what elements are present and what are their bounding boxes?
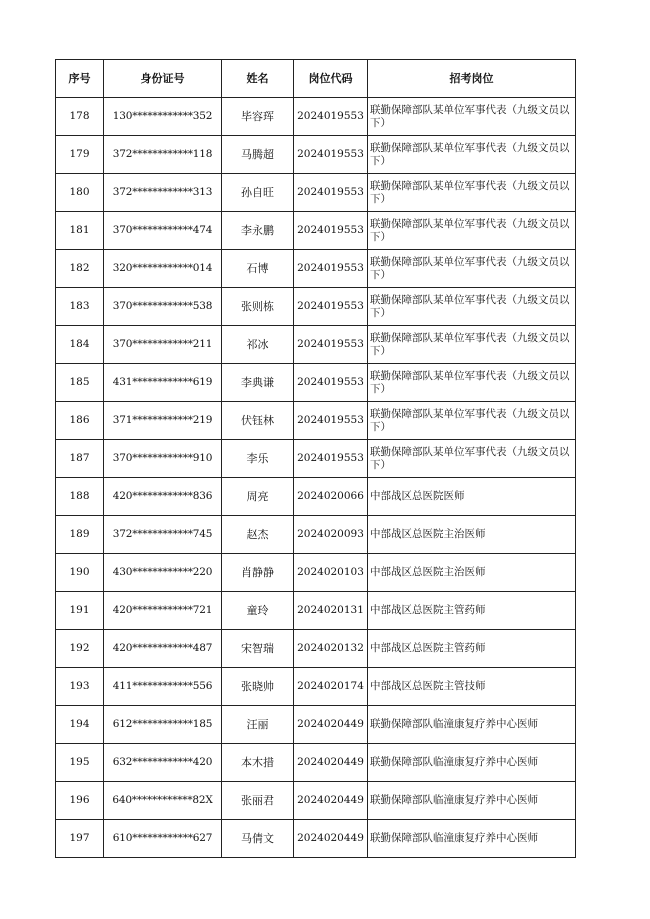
post-cell: 中部战区总医院主管药师 [368, 630, 576, 668]
id-number-cell: 370************910 [104, 440, 222, 478]
name-cell: 石博 [222, 250, 294, 288]
id-number-cell: 430************220 [104, 554, 222, 592]
id-number-cell: 411************556 [104, 668, 222, 706]
post-code-cell: 2024019553 [294, 250, 368, 288]
table-row [56, 592, 576, 630]
table-row [56, 364, 576, 402]
table-row [56, 136, 576, 174]
table-row [56, 440, 576, 478]
name-cell: 马倩文 [222, 820, 294, 858]
name-cell: 张则栋 [222, 288, 294, 326]
post-cell: 联勤保障部队某单位军事代表（九级文员以下） [368, 326, 576, 364]
header-post: 招考岗位 [368, 60, 576, 98]
table-row [56, 820, 576, 858]
seq-cell: 179 [56, 136, 104, 174]
post-cell: 中部战区总医院医师 [368, 478, 576, 516]
name-cell: 李永鹏 [222, 212, 294, 250]
id-number-cell: 130************352 [104, 98, 222, 136]
name-cell: 孙自旺 [222, 174, 294, 212]
id-number-cell: 372************118 [104, 136, 222, 174]
header-post-code: 岗位代码 [294, 60, 368, 98]
seq-cell: 196 [56, 782, 104, 820]
table-row [56, 288, 576, 326]
header-id-number: 身份证号 [104, 60, 222, 98]
id-number-cell: 612************185 [104, 706, 222, 744]
post-code-cell: 2024019553 [294, 440, 368, 478]
post-code-cell: 2024020103 [294, 554, 368, 592]
table-row [56, 98, 576, 136]
post-cell: 联勤保障部队某单位军事代表（九级文员以下） [368, 98, 576, 136]
post-code-cell: 2024020449 [294, 782, 368, 820]
name-cell: 肖静静 [222, 554, 294, 592]
post-code-cell: 2024019553 [294, 326, 368, 364]
name-cell: 李典谦 [222, 364, 294, 402]
header-seq: 序号 [56, 60, 104, 98]
post-code-cell: 2024019553 [294, 212, 368, 250]
post-cell: 联勤保障部队某单位军事代表（九级文员以下） [368, 212, 576, 250]
id-number-cell: 370************474 [104, 212, 222, 250]
header-name: 姓名 [222, 60, 294, 98]
seq-cell: 194 [56, 706, 104, 744]
name-cell: 宋智瑞 [222, 630, 294, 668]
post-cell: 联勤保障部队某单位军事代表（九级文员以下） [368, 250, 576, 288]
seq-cell: 195 [56, 744, 104, 782]
post-code-cell: 2024020174 [294, 668, 368, 706]
seq-cell: 184 [56, 326, 104, 364]
post-code-cell: 2024020449 [294, 706, 368, 744]
id-number-cell: 610************627 [104, 820, 222, 858]
post-cell: 联勤保障部队临潼康复疗养中心医师 [368, 820, 576, 858]
table-row [56, 630, 576, 668]
table-row [56, 250, 576, 288]
id-number-cell: 370************211 [104, 326, 222, 364]
name-cell: 汪丽 [222, 706, 294, 744]
post-code-cell: 2024019553 [294, 136, 368, 174]
seq-cell: 197 [56, 820, 104, 858]
name-cell: 张晓帅 [222, 668, 294, 706]
seq-cell: 181 [56, 212, 104, 250]
id-number-cell: 420************721 [104, 592, 222, 630]
id-number-cell: 632************420 [104, 744, 222, 782]
table-header-row [56, 60, 576, 98]
seq-cell: 180 [56, 174, 104, 212]
table-row [56, 516, 576, 554]
post-cell: 联勤保障部队某单位军事代表（九级文员以下） [368, 288, 576, 326]
seq-cell: 188 [56, 478, 104, 516]
post-cell: 联勤保障部队某单位军事代表（九级文员以下） [368, 440, 576, 478]
id-number-cell: 372************313 [104, 174, 222, 212]
seq-cell: 190 [56, 554, 104, 592]
name-cell: 马腾超 [222, 136, 294, 174]
post-code-cell: 2024019553 [294, 364, 368, 402]
seq-cell: 187 [56, 440, 104, 478]
id-number-cell: 420************487 [104, 630, 222, 668]
post-code-cell: 2024020131 [294, 592, 368, 630]
seq-cell: 185 [56, 364, 104, 402]
seq-cell: 182 [56, 250, 104, 288]
table-row [56, 554, 576, 592]
name-cell: 张丽君 [222, 782, 294, 820]
name-cell: 赵杰 [222, 516, 294, 554]
seq-cell: 192 [56, 630, 104, 668]
id-number-cell: 371************219 [104, 402, 222, 440]
post-code-cell: 2024019553 [294, 98, 368, 136]
post-code-cell: 2024020066 [294, 478, 368, 516]
name-cell: 本木措 [222, 744, 294, 782]
post-cell: 联勤保障部队某单位军事代表（九级文员以下） [368, 136, 576, 174]
post-cell: 联勤保障部队临潼康复疗养中心医师 [368, 782, 576, 820]
seq-cell: 178 [56, 98, 104, 136]
post-cell: 中部战区总医院主治医师 [368, 554, 576, 592]
id-number-cell: 370************538 [104, 288, 222, 326]
table-row [56, 212, 576, 250]
seq-cell: 193 [56, 668, 104, 706]
post-cell: 联勤保障部队临潼康复疗养中心医师 [368, 744, 576, 782]
seq-cell: 186 [56, 402, 104, 440]
name-cell: 周亮 [222, 478, 294, 516]
table-row [56, 174, 576, 212]
post-cell: 中部战区总医院主管技师 [368, 668, 576, 706]
post-cell: 联勤保障部队某单位军事代表（九级文员以下） [368, 174, 576, 212]
post-code-cell: 2024019553 [294, 288, 368, 326]
name-cell: 祁冰 [222, 326, 294, 364]
post-code-cell: 2024019553 [294, 174, 368, 212]
id-number-cell: 320************014 [104, 250, 222, 288]
post-cell: 联勤保障部队临潼康复疗养中心医师 [368, 706, 576, 744]
table-row [56, 326, 576, 364]
name-cell: 李乐 [222, 440, 294, 478]
post-cell: 联勤保障部队某单位军事代表（九级文员以下） [368, 364, 576, 402]
post-code-cell: 2024020449 [294, 744, 368, 782]
id-number-cell: 372************745 [104, 516, 222, 554]
table-row [56, 706, 576, 744]
table-row [56, 744, 576, 782]
table-row [56, 782, 576, 820]
name-cell: 毕容珲 [222, 98, 294, 136]
seq-cell: 189 [56, 516, 104, 554]
seq-cell: 191 [56, 592, 104, 630]
table-row [56, 478, 576, 516]
post-cell: 联勤保障部队某单位军事代表（九级文员以下） [368, 402, 576, 440]
name-cell: 童玲 [222, 592, 294, 630]
id-number-cell: 640************82X [104, 782, 222, 820]
seq-cell: 183 [56, 288, 104, 326]
post-code-cell: 2024019553 [294, 402, 368, 440]
post-cell: 中部战区总医院主治医师 [368, 516, 576, 554]
post-code-cell: 2024020132 [294, 630, 368, 668]
table-row [56, 402, 576, 440]
post-code-cell: 2024020093 [294, 516, 368, 554]
name-cell: 伏钰林 [222, 402, 294, 440]
post-cell: 中部战区总医院主管药师 [368, 592, 576, 630]
table-row [56, 668, 576, 706]
id-number-cell: 431************619 [104, 364, 222, 402]
id-number-cell: 420************836 [104, 478, 222, 516]
post-code-cell: 2024020449 [294, 820, 368, 858]
document-page [55, 59, 575, 858]
candidate-table [55, 59, 576, 858]
